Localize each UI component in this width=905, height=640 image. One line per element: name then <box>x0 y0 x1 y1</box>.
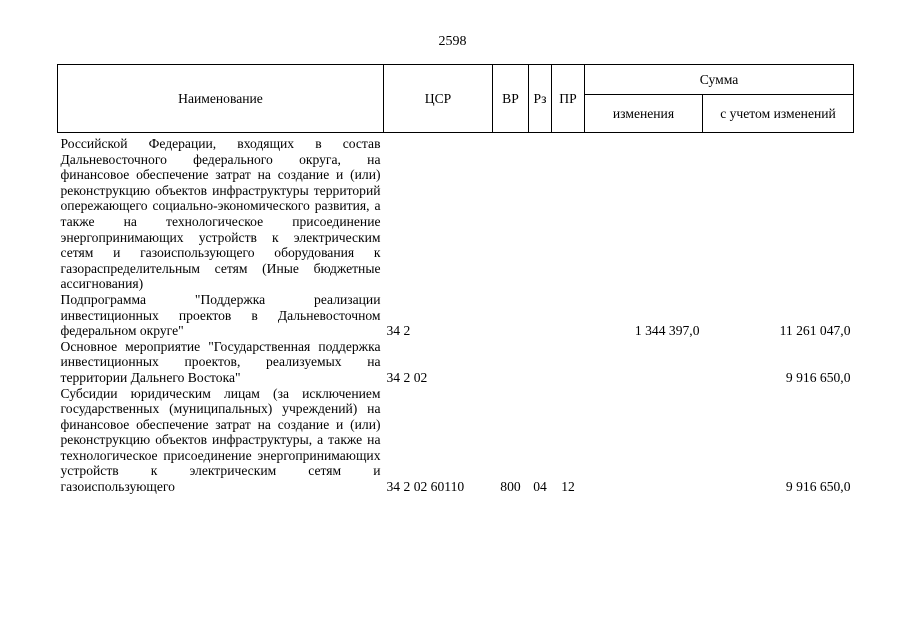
row-vr <box>493 133 529 292</box>
row-total <box>703 133 854 292</box>
row-pr <box>552 133 585 292</box>
row-total: 9 916 650,0 <box>785 369 851 385</box>
row-rz: 04 <box>533 479 547 495</box>
row-vr <box>493 292 529 339</box>
row-pr <box>552 339 585 386</box>
table-header <box>58 65 854 133</box>
row-csr: 34 2 <box>386 323 411 339</box>
table-row <box>58 133 854 292</box>
table-row <box>58 292 854 339</box>
col-header-with-change: с учетом изменений <box>703 95 854 133</box>
row-change <box>585 133 703 292</box>
budget-table <box>57 64 854 495</box>
col-header-csr: ЦСР <box>384 65 493 133</box>
row-name: Основное мероприятие "Государственная поддержка инвестиционных проектов, реализуемых на территории Дальнего Востока" <box>60 338 381 385</box>
row-total: 9 916 650,0 <box>785 479 851 495</box>
col-header-pr: ПР <box>552 65 585 133</box>
row-name: Субсидии юридическим лицам (за исключением государственных (муниципальных) учреждений) на финансовое обеспечение затрат на создание и (или) реконструкцию объектов инфраструктуры, а также на технологическое присоединение энергопринимающих устройств к электрическим сетям и газоиспользующего <box>60 385 381 495</box>
col-header-sum: Сумма <box>585 65 854 95</box>
col-header-vr: ВР <box>493 65 529 133</box>
row-csr <box>384 133 493 292</box>
row-vr <box>493 339 529 386</box>
col-header-rz: Рз <box>529 65 552 133</box>
row-name: Подпрограмма "Поддержка реализации инвестиционных проектов в Дальневосточном федеральном округе" <box>60 291 381 339</box>
row-csr: 34 2 02 60110 <box>386 479 465 495</box>
row-pr <box>552 292 585 339</box>
row-rz <box>529 133 552 292</box>
col-header-change: изменения <box>585 95 703 133</box>
row-change <box>585 386 703 495</box>
page-number: 2598 <box>438 34 467 49</box>
row-csr: 34 2 02 <box>386 369 428 385</box>
row-pr: 12 <box>561 479 575 495</box>
row-name: Российской Федерации, входящих в состав Дальневосточного федерального округа, на финансовое обеспечение затрат на создание и (или) реконструкцию объектов инфраструктуры территорий опережающего социально-экономического развития, а также на технологическое присоединение энергопринимающих устройств к электрическим сетям и газоиспользующего оборудования к газораспределительным сетям (Иные бюджетные ассигнования) <box>60 136 381 292</box>
row-rz <box>529 339 552 386</box>
table-row <box>58 386 854 495</box>
row-rz <box>529 292 552 339</box>
col-header-name: Наименование <box>58 65 384 133</box>
row-change: 1 344 397,0 <box>634 323 700 339</box>
row-total: 11 261 047,0 <box>779 323 851 339</box>
row-vr: 800 <box>500 479 521 495</box>
table-row <box>58 339 854 386</box>
row-change <box>585 339 703 386</box>
